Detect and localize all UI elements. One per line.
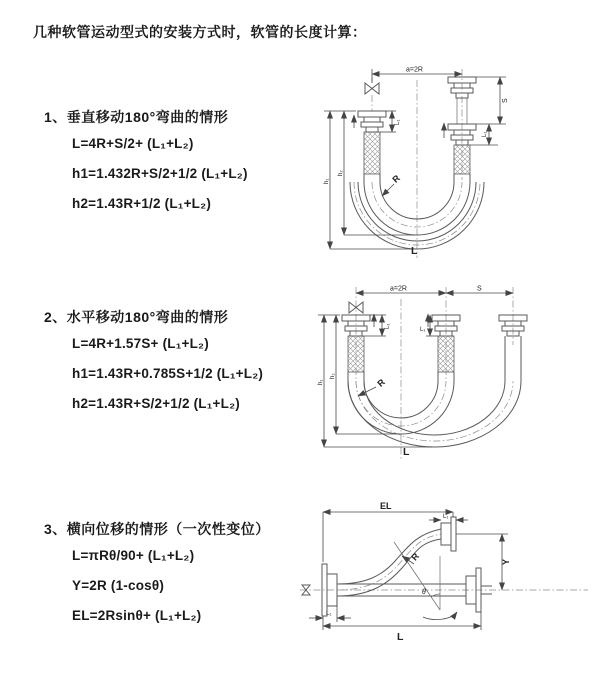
diagram-lateral-displacement [296, 498, 592, 658]
section-2-formula-h2: h2=1.43R+S/2+1/2 (L₁+L₂) [72, 396, 240, 411]
dim-label-span: a=2R [390, 285, 407, 293]
curved-hose [337, 529, 441, 596]
section-1-formula-h1: h1=1.432R+S/2+1/2 (L₁+L₂) [72, 166, 248, 181]
dim-label-length: L [397, 631, 404, 643]
swing-arc [423, 612, 457, 620]
centerlines [372, 66, 462, 258]
dim-label-span: a=2R [406, 66, 423, 74]
radius-leader [382, 184, 394, 196]
section-1-formula-h2: h2=1.43R+1/2 (L₁+L₂) [72, 196, 212, 211]
section-3-heading: 3、横向位移的情形（一次性变位） [44, 521, 270, 537]
dim-label-angle: θ [422, 589, 426, 596]
dim-length [323, 612, 481, 630]
dim-label-end-small: L₁ [395, 119, 401, 125]
section-2-formula-l: L=4R+1.57S+ (L₁+L₂) [72, 336, 209, 351]
dim-label-end: L₁ [482, 131, 488, 137]
dim-label-end-mid: L₁ [420, 327, 426, 333]
dim-label-stroke: S [502, 98, 509, 103]
valve-icon [365, 78, 379, 94]
dim-label-el: EL [380, 501, 392, 511]
section-1-heading: 1、垂直移动180°弯曲的情形 [44, 109, 229, 125]
section-3-formula-el: EL=2Rsinθ+ (L₁+L₂) [72, 608, 202, 623]
dim-label-radius: R [375, 376, 387, 389]
left-flange [358, 111, 386, 132]
dim-label-h2: h₂ [330, 373, 336, 379]
braided-hose-middle [438, 336, 454, 372]
dim-l1-bottom [309, 598, 351, 622]
dim-el [323, 512, 453, 562]
centerlines [356, 287, 513, 459]
dim-label-end-top: L₁ [443, 514, 449, 520]
dim-label-h1: h₁ [318, 379, 324, 385]
diagram-horizontal-180-svg [308, 281, 560, 463]
curved-hose-centerline [337, 534, 441, 590]
dim-stroke-s [470, 77, 506, 145]
dim-label-end-left: L₁ [385, 323, 391, 329]
diagram-horizontal-180 [308, 281, 560, 463]
braided-hose-right [454, 145, 470, 174]
section-3-formula-l: L=πRθ/90+ (L₁+L₂) [72, 548, 195, 563]
hose-arcs [348, 336, 521, 447]
dim-label-h1: h₁ [324, 178, 330, 184]
section-2-heading: 2、水平移动180°弯曲的情形 [44, 309, 229, 325]
dim-label-radius: R [409, 551, 422, 563]
braided-hose-left [348, 336, 364, 372]
section-2-formula-h1: h1=1.43R+0.785S+1/2 (L₁+L₂) [72, 366, 264, 381]
dim-label-length: L [411, 245, 418, 257]
braided-hose-left [364, 132, 380, 174]
section-3-formula-y: Y=2R (1-cosθ) [72, 578, 165, 593]
dim-label-stroke: S [477, 285, 482, 293]
diagram-vertical-180-svg [310, 64, 540, 262]
dim-label-radius: R [390, 172, 402, 185]
construction-lines [394, 542, 440, 610]
right-flange-upper [448, 77, 476, 98]
dim-label-length: L [403, 446, 410, 458]
right-flange-upper [441, 517, 456, 551]
diagram-vertical-180 [310, 64, 540, 262]
dim-label-h2: h₂ [338, 170, 344, 176]
diagram-lateral-svg [296, 498, 592, 658]
dim-label-end-bottom: L₁ [326, 611, 332, 617]
dim-label-offset: Y [501, 558, 511, 565]
section-1-formula-l: L=4R+S/2+ (L₁+L₂) [72, 136, 194, 151]
page-title: 几种软管运动型式的安装方式时，软管的长度计算： [33, 24, 367, 40]
